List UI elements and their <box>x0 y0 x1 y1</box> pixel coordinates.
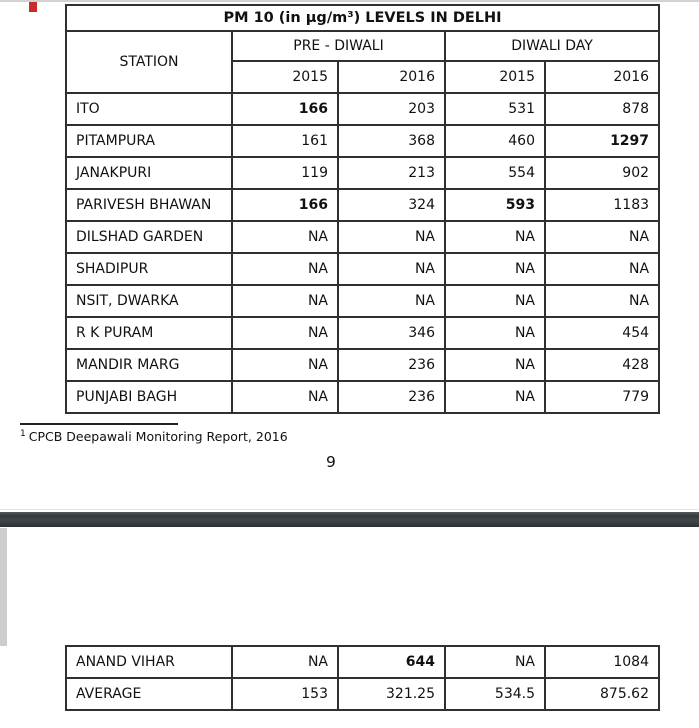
value-cell: 166 <box>232 189 338 221</box>
value-cell: NA <box>232 221 338 253</box>
pm10-levels-table <box>65 4 660 414</box>
pre-diwali-group-header: PRE - DIWALI <box>232 31 445 61</box>
table-row <box>66 125 659 157</box>
value-cell: NA <box>445 646 545 678</box>
value-cell: NA <box>445 253 545 285</box>
value-cell: NA <box>232 381 338 413</box>
station-cell: AVERAGE <box>66 678 232 710</box>
footnote-marker: 1 <box>20 429 26 439</box>
value-cell: 161 <box>232 125 338 157</box>
value-cell: 593 <box>445 189 545 221</box>
station-cell: ITO <box>66 93 232 125</box>
table-group-header-row <box>66 31 659 61</box>
value-cell: 213 <box>338 157 445 189</box>
value-cell: 166 <box>232 93 338 125</box>
station-cell: SHADIPUR <box>66 253 232 285</box>
footnote-separator-rule <box>20 423 178 425</box>
station-column-header: STATION <box>66 31 232 93</box>
value-cell: NA <box>445 221 545 253</box>
value-cell: 119 <box>232 157 338 189</box>
value-cell: 554 <box>445 157 545 189</box>
diwali-day-group-header: DIWALI DAY <box>445 31 659 61</box>
page-separator-band <box>0 512 699 527</box>
value-cell: 534.5 <box>445 678 545 710</box>
window-top-edge <box>0 0 699 2</box>
station-cell: R K PURAM <box>66 317 232 349</box>
value-cell: 324 <box>338 189 445 221</box>
value-cell: 454 <box>545 317 659 349</box>
value-cell: NA <box>445 349 545 381</box>
value-cell: 1183 <box>545 189 659 221</box>
table-row <box>66 285 659 317</box>
value-cell: 236 <box>338 381 445 413</box>
table-row <box>66 678 659 710</box>
table-row <box>66 317 659 349</box>
value-cell: 902 <box>545 157 659 189</box>
year-header-cell: 2016 <box>545 61 659 93</box>
value-cell: 531 <box>445 93 545 125</box>
value-cell: NA <box>232 253 338 285</box>
station-cell: MANDIR MARG <box>66 349 232 381</box>
value-cell: 321.25 <box>338 678 445 710</box>
year-header-cell: 2015 <box>445 61 545 93</box>
year-header-cell: 2015 <box>232 61 338 93</box>
value-cell: NA <box>545 221 659 253</box>
value-cell: 460 <box>445 125 545 157</box>
table-row <box>66 646 659 678</box>
value-cell: NA <box>338 253 445 285</box>
station-cell: PITAMPURA <box>66 125 232 157</box>
station-cell: ANAND VIHAR <box>66 646 232 678</box>
value-cell: NA <box>232 349 338 381</box>
page-bottom-edge <box>0 509 699 510</box>
table-row <box>66 157 659 189</box>
table-row <box>66 93 659 125</box>
value-cell: NA <box>232 317 338 349</box>
pm10-table-continued <box>65 645 660 711</box>
value-cell: 875.62 <box>545 678 659 710</box>
value-cell: NA <box>445 317 545 349</box>
left-margin-strip <box>0 528 7 646</box>
value-cell: NA <box>545 253 659 285</box>
table-row <box>66 221 659 253</box>
table-title-row <box>66 5 659 31</box>
value-cell: 1084 <box>545 646 659 678</box>
table-row <box>66 381 659 413</box>
footnote <box>20 429 288 444</box>
station-cell: PARIVESH BHAWAN <box>66 189 232 221</box>
value-cell: 878 <box>545 93 659 125</box>
value-cell: 368 <box>338 125 445 157</box>
value-cell: 203 <box>338 93 445 125</box>
value-cell: NA <box>445 381 545 413</box>
footnote-text: CPCB Deepawali Monitoring Report, 2016 <box>28 429 288 445</box>
table-row <box>66 189 659 221</box>
value-cell: 153 <box>232 678 338 710</box>
page-number: 9 <box>326 453 336 471</box>
table-row <box>66 349 659 381</box>
value-cell: NA <box>338 285 445 317</box>
value-cell: 644 <box>338 646 445 678</box>
red-annotation-marker <box>29 2 37 12</box>
value-cell: NA <box>232 285 338 317</box>
value-cell: 428 <box>545 349 659 381</box>
value-cell: 779 <box>545 381 659 413</box>
value-cell: NA <box>545 285 659 317</box>
value-cell: 1297 <box>545 125 659 157</box>
station-cell: JANAKPURI <box>66 157 232 189</box>
station-cell: DILSHAD GARDEN <box>66 221 232 253</box>
station-cell: NSIT, DWARKA <box>66 285 232 317</box>
value-cell: 236 <box>338 349 445 381</box>
value-cell: NA <box>232 646 338 678</box>
table-title: PM 10 (in µg/m³) LEVELS IN DELHI <box>66 5 659 31</box>
table-row <box>66 253 659 285</box>
year-header-cell: 2016 <box>338 61 445 93</box>
value-cell: NA <box>445 285 545 317</box>
station-cell: PUNJABI BAGH <box>66 381 232 413</box>
value-cell: 346 <box>338 317 445 349</box>
value-cell: NA <box>338 221 445 253</box>
